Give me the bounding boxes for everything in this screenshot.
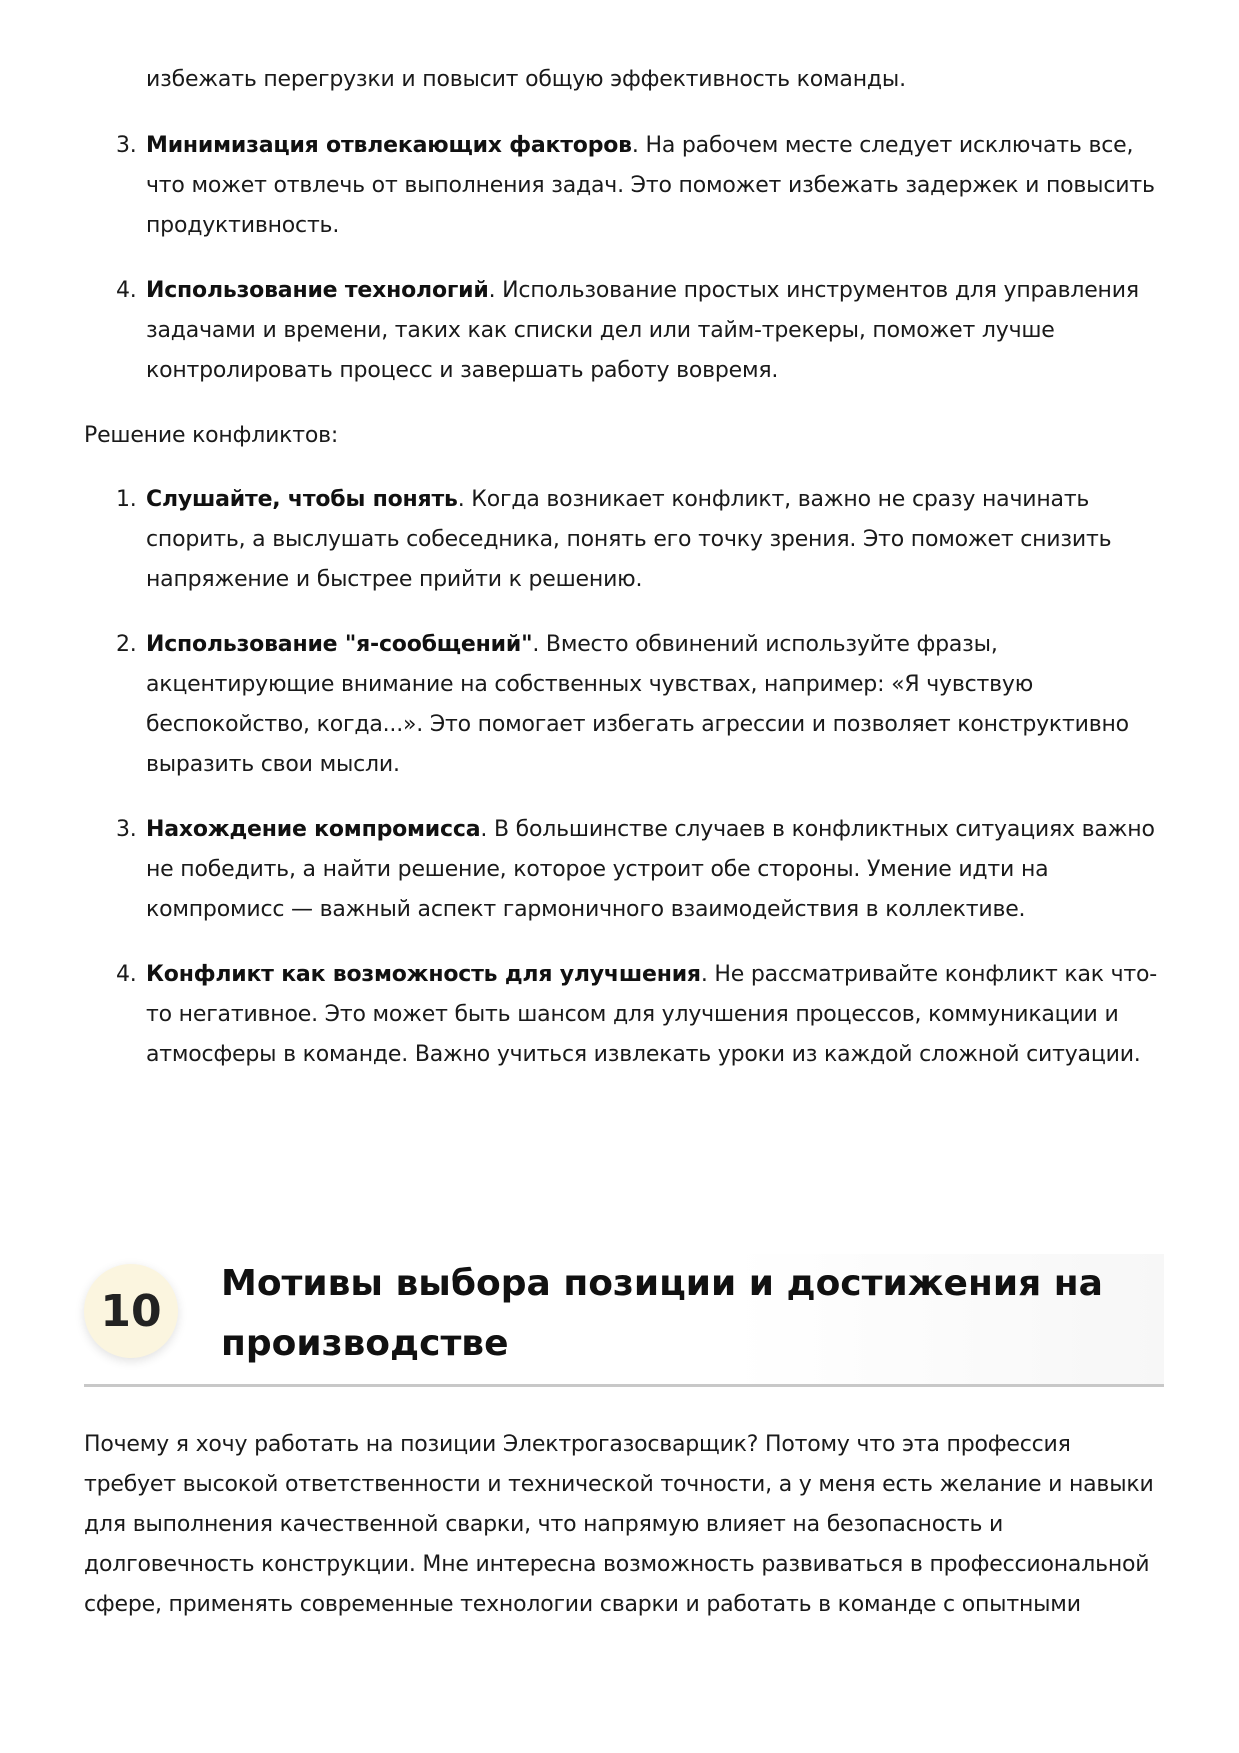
section-paragraph: Почему я хочу работать на позиции Электрогазосварщик? Потому что эта профессия требует высокой ответственности и технической точности, а у меня есть желание и навыки для выполнения качественной сварки, что напрямую влияет на безопасность и долговечность конструкции. Мне интересна возможность развиваться в профессиональной сфере, применять современные технологии сварки и работать в команде с опытными: [84, 1432, 1154, 1617]
list-item: [116, 955, 1166, 1075]
list-item: [116, 126, 1166, 246]
list-item-term: Конфликт как возможность для улучшения: [146, 962, 701, 987]
list-item-number: 4.: [116, 962, 137, 987]
list-item-text: . На рабочем месте следует исключать все, что может отвлечь от выполнения задач. Это поможет избежать задержек и повысить продуктивность.: [146, 133, 1155, 238]
previous-item-continuation: избежать перегрузки и повысит общую эффективность команды.: [146, 67, 906, 92]
list-item-number: 4.: [116, 278, 137, 303]
section-title: Мотивы выбора позиции и достижения на производстве: [221, 1263, 1103, 1364]
list-item-term: Слушайте, чтобы понять: [146, 487, 458, 512]
list-item-number: 2.: [116, 632, 137, 657]
list-item-text: . Когда возникает конфликт, важно не сразу начинать спорить, а выслушать собеседника, понять его точку зрения. Это поможет снизить напряжение и быстрее прийти к решению.: [146, 487, 1112, 592]
time-management-list: [116, 126, 1166, 416]
list-item-text: . Не рассматривайте конфликт как что-то негативное. Это может быть шансом для улучшения процессов, коммуникации и атмосферы в команде. Важно учиться извлекать уроки из каждой сложной ситуации.: [146, 962, 1158, 1067]
list-item-term: Нахождение компромисса: [146, 817, 481, 842]
list-item-number: 1.: [116, 487, 137, 512]
list-item: [116, 810, 1166, 930]
list-item: [116, 480, 1166, 600]
list-item-term: Использование "я-сообщений": [146, 632, 533, 657]
section-number-badge: 10: [84, 1264, 178, 1358]
list-item: [116, 271, 1166, 391]
list-item-text: . Использование простых инструментов для управления задачами и времени, таких как списки дел или тайм-трекеры, поможет лучше контролировать процесс и завершать работу вовремя.: [146, 278, 1139, 383]
section-header: [84, 1254, 1164, 1387]
list-item: [116, 625, 1166, 785]
list-item-term: Использование технологий: [146, 278, 489, 303]
list-item-text: . В большинстве случаев в конфликтных ситуациях важно не победить, а найти решение, которое устроит обе стороны. Умение идти на компромисс — важный аспект гармоничного взаимодействия в коллективе.: [146, 817, 1155, 922]
list-item-text: . Вместо обвинений используйте фразы, акцентирующие внимание на собственных чувствах, например: «Я чувствую беспокойство, когда...». Это помогает избегать агрессии и позволяет конструктивно выразить свои мысли.: [146, 632, 1129, 777]
conflict-resolution-list: [116, 480, 1166, 1100]
list-item-term: Минимизация отвлекающих факторов: [146, 133, 632, 158]
list-item-number: 3.: [116, 133, 137, 158]
conflicts-label: Решение конфликтов:: [84, 423, 339, 448]
list-item-number: 3.: [116, 817, 137, 842]
